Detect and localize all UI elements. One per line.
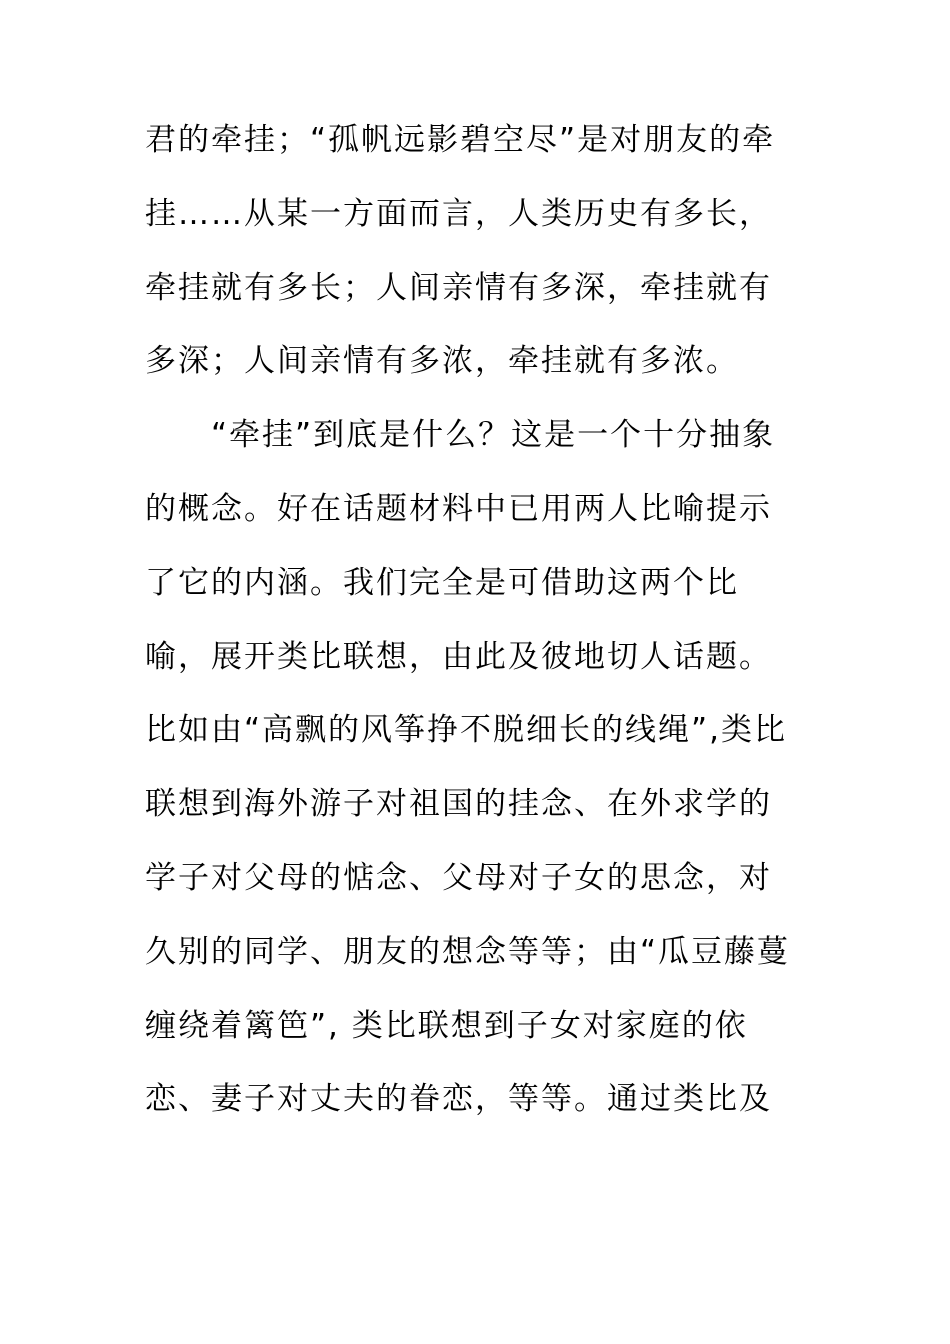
text-line: 比如由“高飘的风筝挣不脱细长的线绳”,类比 [145,712,787,749]
text-line: “牵挂”到底是什么？这是一个十分抽象 [145,417,776,454]
text-line: 了它的内涵。我们完全是可借助这两个比 [145,564,739,601]
text-line: 多深；人间亲情有多浓，牵挂就有多浓。 [145,343,739,380]
text-line: 的概念。好在话题材料中已用两人比喻提示 [145,490,772,527]
text-line: 喻，展开类比联想，由此及彼地切人话题。 [145,638,772,675]
body-text [145,104,817,1137]
text-line: 挂……从某一方面而言，人类历史有多长， [145,195,772,232]
text-line: 牵挂就有多长；人间亲情有多深，牵挂就有 [145,269,772,306]
text-line: 联想到海外游子对祖国的挂念、在外求学的 [145,786,772,823]
text-line: 恋、妻子对丈夫的眷恋，等等。通过类比及 [145,1081,772,1118]
text-line: 缠绕着篱笆”, 类比联想到子女对家庭的依 [145,1007,748,1044]
text-line: 久别的同学、朋友的想念等等；由“瓜豆藤蔓 [145,933,791,970]
text-line: 君的牵挂；“孤帆远影碧空尽”是对朋友的牵 [145,122,776,158]
text-line: 学子对父母的惦念、父母对子女的思念，对 [145,859,772,896]
